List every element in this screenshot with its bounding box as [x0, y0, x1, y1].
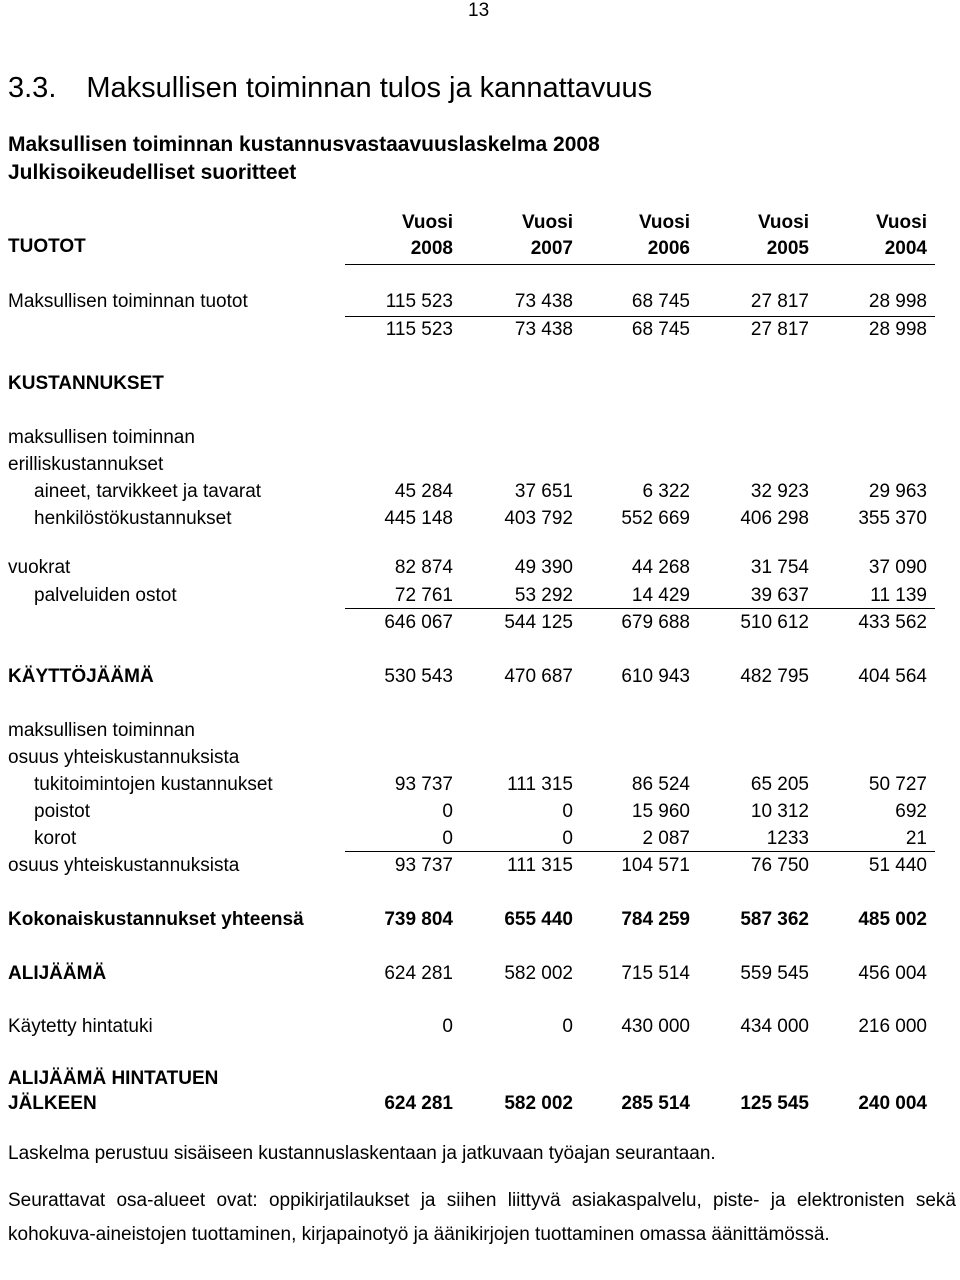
- cell: 470 687: [504, 666, 573, 687]
- report-subtitle: Julkisoikeudelliset suoritteet: [8, 161, 297, 184]
- cell: 31 754: [750, 557, 809, 578]
- cell: 37 090: [868, 557, 927, 578]
- row-label: Kokonaiskustannukset yhteensä: [8, 909, 304, 930]
- cell: 216 000: [858, 1016, 927, 1037]
- section-title-text: Maksullisen toiminnan tulos ja kannattavuus: [86, 72, 653, 104]
- cell: 646 067: [384, 612, 453, 633]
- cell: 86 524: [631, 774, 690, 795]
- cell: 404 564: [858, 666, 927, 687]
- row-label: Maksullisen toiminnan tuotot: [8, 291, 248, 312]
- table-row-total: [0, 319, 960, 345]
- cell: 624 281: [384, 1093, 453, 1114]
- cell: 530 543: [384, 666, 453, 687]
- cell: 111 315: [507, 855, 573, 876]
- cell: 482 795: [740, 666, 809, 687]
- cell: 1233: [766, 828, 809, 849]
- table-row: [0, 801, 960, 827]
- cell: 0: [442, 828, 453, 849]
- row-label: aineet, tarvikkeet ja tavarat: [34, 481, 262, 502]
- cell: 544 125: [504, 612, 573, 633]
- cell: 93 737: [394, 774, 453, 795]
- page-number: 13: [468, 0, 490, 21]
- table-row: [0, 481, 960, 507]
- header-rule: [345, 264, 935, 265]
- table-row: [0, 454, 960, 480]
- section-number: 3.3.: [8, 72, 57, 104]
- table-row: [0, 1068, 960, 1094]
- cell: 28 998: [868, 319, 927, 340]
- row-label: erilliskustannukset: [8, 454, 164, 475]
- cell: 610 943: [621, 666, 690, 687]
- row-label: henkilöstökustannukset: [34, 508, 232, 529]
- cell: 10 312: [750, 801, 809, 822]
- row-label: KÄYTTÖJÄÄMÄ: [8, 666, 154, 687]
- row-label: maksullisen toiminnan: [8, 720, 195, 741]
- cell: 82 874: [394, 557, 453, 578]
- table-row: [0, 666, 960, 692]
- cell: 655 440: [504, 909, 573, 930]
- subtotal-rule: [345, 608, 935, 609]
- cell: 679 688: [621, 612, 690, 633]
- cell: 21: [905, 828, 927, 849]
- cell: 624 281: [384, 963, 453, 984]
- row-label: ALIJÄÄMÄ HINTATUEN: [8, 1068, 219, 1089]
- cell: 39 637: [750, 585, 809, 606]
- report-title: Maksullisen toiminnan kustannusvastaavuuslaskelma 2008: [8, 133, 600, 156]
- cell: 76 750: [750, 855, 809, 876]
- cell: 445 148: [384, 508, 453, 529]
- cell: 406 298: [740, 508, 809, 529]
- cell: 93 737: [394, 855, 453, 876]
- table-row: [0, 774, 960, 800]
- row-label: vuokrat: [8, 557, 71, 578]
- table-row: [0, 1093, 960, 1119]
- row-label: osuus yhteiskustannuksista: [8, 747, 240, 768]
- cell: 0: [442, 801, 453, 822]
- cell: 28 998: [868, 291, 927, 312]
- cell: 68 745: [631, 319, 690, 340]
- note-paragraph: Seurattavat osa-alueet ovat: oppikirjatilaukset ja siihen liittyvä asiakaspalvelu, piste- ja elektronisten sekä kohokuva-aineistojen tuottaminen, kirjapainotyö ja äänikirjojen tuottaminen omassa äänittämössä.: [8, 1190, 956, 1245]
- cell: 715 514: [621, 963, 690, 984]
- costs-heading-row: [0, 373, 960, 399]
- row-label: tukitoimintojen kustannukset: [34, 774, 273, 795]
- cell: 784 259: [621, 909, 690, 930]
- year-header-2008: Vuosi 2008: [401, 212, 453, 259]
- cell: 53 292: [514, 585, 573, 606]
- cell: 32 923: [750, 481, 809, 502]
- table-row: [0, 508, 960, 534]
- cell: 485 002: [858, 909, 927, 930]
- table-row: [0, 855, 960, 881]
- year-header-2006: Vuosi 2006: [638, 212, 690, 259]
- cell: 29 963: [868, 481, 927, 502]
- cell: 51 440: [868, 855, 927, 876]
- cell: 14 429: [631, 585, 690, 606]
- cell: 2 087: [642, 828, 690, 849]
- cell: 72 761: [394, 585, 453, 606]
- cell: 15 960: [631, 801, 690, 822]
- row-label: JÄLKEEN: [8, 1093, 97, 1114]
- cell: 510 612: [740, 612, 809, 633]
- year-header-2004: Vuosi 2004: [875, 212, 927, 259]
- note-paragraph: Laskelma perustuu sisäiseen kustannuslaskentaan ja jatkuvaan työajan seurantaan.: [8, 1143, 716, 1164]
- cell: 559 545: [740, 963, 809, 984]
- cell: 125 545: [740, 1093, 809, 1114]
- cell: 582 002: [504, 1093, 573, 1114]
- cell: 0: [562, 828, 573, 849]
- row-label: Käytetty hintatuki: [8, 1016, 153, 1037]
- cell: 50 727: [868, 774, 927, 795]
- row-label: maksullisen toiminnan: [8, 427, 195, 448]
- cell: 403 792: [504, 508, 573, 529]
- cell: 49 390: [514, 557, 573, 578]
- cell: 73 438: [514, 291, 573, 312]
- cell: 27 817: [750, 319, 809, 340]
- cell: 73 438: [514, 319, 573, 340]
- cell: 68 745: [631, 291, 690, 312]
- table-row: [0, 747, 960, 773]
- subtotal-rule: [345, 316, 935, 317]
- table-row: [0, 427, 960, 453]
- subtotal-rule: [345, 851, 935, 852]
- row-label: korot: [34, 828, 77, 849]
- cell: 6 322: [642, 481, 690, 502]
- income-heading: TUOTOT: [8, 236, 86, 257]
- row-label: poistot: [34, 801, 90, 822]
- table-row-total: [0, 612, 960, 638]
- cell: 587 362: [740, 909, 809, 930]
- cell: 0: [442, 1016, 453, 1037]
- cell: 582 002: [504, 963, 573, 984]
- cell: 433 562: [858, 612, 927, 633]
- cell: 115 523: [385, 291, 453, 312]
- table-row: [0, 963, 960, 989]
- cell: 44 268: [631, 557, 690, 578]
- table-row: [0, 557, 960, 583]
- cell: 111 315: [507, 774, 573, 795]
- cell: 115 523: [385, 319, 453, 340]
- cell: 104 571: [621, 855, 690, 876]
- cell: 692: [895, 801, 927, 822]
- cell: 37 651: [514, 481, 573, 502]
- row-label: palveluiden ostot: [34, 585, 177, 606]
- cell: 355 370: [858, 508, 927, 529]
- cell: 739 804: [384, 909, 453, 930]
- cell: 27 817: [750, 291, 809, 312]
- cell: 65 205: [750, 774, 809, 795]
- table-row: [0, 720, 960, 746]
- cell: 240 004: [858, 1093, 927, 1114]
- row-label: ALIJÄÄMÄ: [8, 963, 107, 984]
- section-title: [8, 72, 652, 105]
- table-row: [0, 291, 960, 317]
- cell: 0: [562, 1016, 573, 1037]
- cell: 285 514: [621, 1093, 690, 1114]
- table-header: [0, 210, 960, 266]
- cell: 456 004: [858, 963, 927, 984]
- cell: 11 139: [870, 585, 927, 606]
- row-label: osuus yhteiskustannuksista: [8, 855, 240, 876]
- table-row: [0, 909, 960, 935]
- cell: 552 669: [621, 508, 690, 529]
- table-row: [0, 1016, 960, 1042]
- costs-heading: KUSTANNUKSET: [8, 373, 164, 394]
- year-header-2007: Vuosi 2007: [521, 212, 573, 259]
- cell: 434 000: [740, 1016, 809, 1037]
- cell: 45 284: [394, 481, 453, 502]
- cell: 430 000: [621, 1016, 690, 1037]
- cell: 0: [562, 801, 573, 822]
- year-header-2005: Vuosi 2005: [757, 212, 809, 259]
